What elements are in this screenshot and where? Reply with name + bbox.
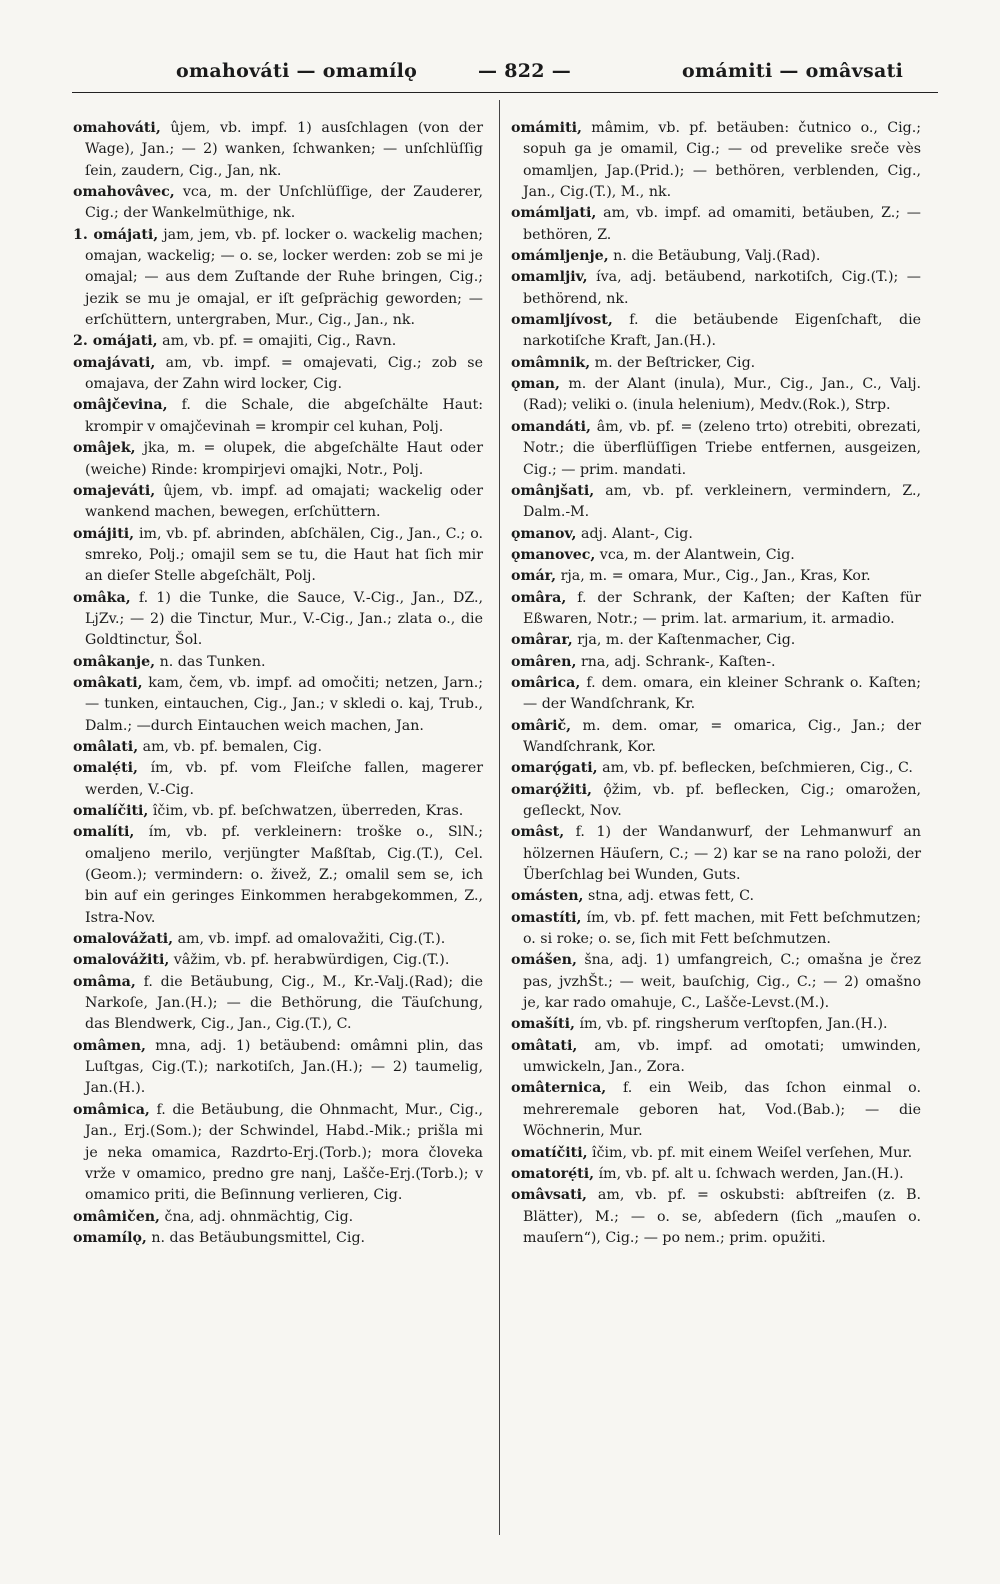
entry-headword: omâjek, — [73, 440, 136, 457]
dictionary-entry — [511, 310, 921, 353]
entry-body: rna, adj. Schrank-, Kaſten-. — [576, 653, 776, 670]
entry-headword: omâlati, — [73, 738, 139, 755]
entry-body: f. ein Weib, das ſchon einmal o. mehreremale geboren hat, Vod.(Bab.); — die Wöchnerin, Mur. — [523, 1080, 921, 1140]
dictionary-entry — [511, 716, 921, 759]
entry-body: m. der Alant (inula), Mur., Cig., Jan., C., Valj.(Rad); veliki o. (inula helenium), Medv.(Rok.), Strp. — [523, 376, 921, 414]
entry-body: ǫ̂žim, vb. pf. beflecken, Cig.; omarožen, geſleckt, Nov. — [523, 781, 921, 819]
entry-body: am, vb. impf. ad omotati; umwinden, umwickeln, Jan., Zora. — [523, 1037, 921, 1076]
header-left-range: omahováti — omamílǫ — [176, 60, 418, 82]
entry-headword: ǫmanovec, — [511, 546, 596, 563]
entry-body: im, vb. pf. abrinden, abſchälen, Cig., Jan., C.; o. smreko, Polj.; omajil sem se tu, die Haut hat ſich mir an dieſer Stelle abgeſchält, Polj. — [85, 525, 483, 585]
entry-headword: omájiti, — [73, 525, 135, 542]
entry-body: ím, vb. pf. fett machen, mit Fett beſchmutzen; o. si roke; o. se, ſich mit Fett beſchmutzen. — [523, 909, 921, 948]
dictionary-entry — [511, 588, 921, 631]
entry-headword: omamljívost, — [511, 312, 613, 329]
page-number: — 822 — — [478, 60, 571, 82]
entry-headword: omalovážiti, — [73, 952, 170, 969]
dictionary-entry — [511, 524, 921, 545]
page-header — [72, 52, 938, 93]
dictionary-entry — [511, 267, 921, 310]
entry-headword: omarǫ́gati, — [511, 760, 598, 777]
dictionary-entry — [511, 1185, 921, 1249]
dictionary-entry — [73, 737, 483, 758]
dictionary-entry — [511, 246, 921, 267]
dictionary-entry — [511, 822, 921, 886]
entry-headword: ǫmanov, — [511, 525, 577, 542]
entry-body: am, vb. pf. bemalen, Cig. — [138, 738, 323, 755]
entry-headword: omarǫ́žiti, — [511, 781, 592, 798]
entry-headword: omâmičen, — [73, 1208, 160, 1225]
entry-headword: omâra, — [511, 589, 567, 606]
entry-body: ûjem, vb. impf. ad omajati; wackelig oder wankend machen, bewegen, erſchüttern. — [85, 482, 483, 521]
entry-headword: ǫman, — [511, 376, 560, 393]
left-column — [73, 118, 483, 1249]
entry-body: jka, m. = olupek, die abgeſchälte Haut oder (weiche) Rinde: krompirjevi omajki, Notr., Polj. — [85, 440, 483, 478]
entry-headword: omásten, — [511, 888, 584, 905]
dictionary-entry — [73, 395, 483, 438]
entry-body: am, vb. impf. ad omamiti, betäuben, Z.; — bethören, Z. — [523, 205, 921, 243]
entry-headword: omâjčevina, — [73, 397, 168, 414]
entry-body: am, vb. pf. beflecken, beſchmieren, Cig., C. — [597, 760, 913, 777]
entry-headword: omár, — [511, 568, 557, 585]
dictionary-entry — [73, 673, 483, 737]
dictionary-entry — [511, 353, 921, 374]
entry-body: f. die Schale, die abgeſchälte Haut: krompir v omajčevinah = krompir cel kuhan, Polj. — [85, 397, 483, 435]
entry-headword: omalíčiti, — [73, 803, 149, 819]
entry-headword: omâkati, — [73, 674, 143, 691]
column-divider — [499, 100, 500, 1535]
entry-body: kam, čem, vb. impf. ad omočiti; netzen, Jarn.; — tunken, eintauchen, Cig., Jan.; v skledi o. kaj, Trub., Dalm.; —durch Eintauchen weich machen, Jan. — [85, 674, 483, 734]
entry-body: âm, vb. pf. = (zeleno trto) otrebiti, obrezati, Notr.; die überflüſſigen Triebe entfernen, ausgeizen, Cig.; — prim. mandati. — [523, 418, 921, 478]
entry-body: m. der Beſtricker, Cig. — [590, 354, 756, 371]
dictionary-entry — [511, 1143, 921, 1164]
dictionary-entry — [511, 1036, 921, 1079]
dictionary-entry — [73, 822, 483, 929]
entry-headword: omâternica, — [511, 1080, 607, 1097]
entry-body: šna, adj. 1) umfangreich, C.; omašna je črez pas, jvzhŠt.; — weit, bauſchig, Cig., C.; — 2) omašno je, kar rado omahuje, C., Lašče-Levst.(M.). — [523, 952, 921, 1012]
entry-headword: omamílǫ, — [73, 1229, 147, 1246]
dictionary-entry — [511, 780, 921, 823]
dictionary-entry — [511, 1164, 921, 1185]
entry-body: rja, m. = omara, Mur., Cig., Jan., Kras, Kor. — [556, 568, 871, 585]
entry-headword: omâka, — [73, 589, 131, 606]
entry-body: jam, jem, vb. pf. locker o. wackelig machen; omajan, wackelig; — o. se, locker werden: zob se mi je omajal; — aus dem Zuſtande der Ruhe bringen, Cig.; jezik se mu je omajal, er iſt geſprächig geworden; — erſchüttern, untergraben, Mur., Cig., Jan., nk. — [85, 226, 483, 329]
entry-body: stna, adj. etwas fett, C. — [583, 888, 754, 905]
dictionary-entry — [73, 481, 483, 524]
entry-headword: omámljati, — [511, 205, 597, 222]
right-column — [511, 118, 921, 1249]
entry-body: ím, vb. pf. vom Fleiſche fallen, magerer werden, V.-Cig. — [85, 760, 483, 798]
entry-body: am, vb. pf. = omajiti, Cig., Ravn. — [157, 333, 397, 350]
entry-headword: omatorẹ́ti, — [511, 1165, 595, 1182]
entry-headword: omandáti, — [511, 418, 591, 435]
entry-body: vca, m. der Alantwein, Cig. — [595, 546, 795, 563]
dictionary-entry — [73, 1228, 483, 1249]
entry-headword: omámiti, — [511, 120, 582, 136]
entry-headword: omâmica, — [73, 1101, 150, 1118]
entry-body: f. der Schrank, der Kaſten; der Kaſten für Eßwaren, Notr.; — prim. lat. armarium, it. armadio. — [523, 589, 921, 627]
dictionary-entry — [73, 182, 483, 225]
dictionary-entry — [73, 524, 483, 588]
dictionary-entry — [73, 331, 483, 352]
dictionary-entry — [73, 758, 483, 801]
entry-body: adj. Alant-, Cig. — [576, 525, 693, 542]
entry-headword: omârica, — [511, 674, 581, 691]
dictionary-entry — [511, 908, 921, 951]
entry-body: íva, adj. betäubend, narkotiſch, Cig.(T.); — bethörend, nk. — [523, 269, 921, 307]
entry-headword: omajávati, — [73, 354, 156, 371]
entry-body: ím, vb. pf. alt u. ſchwach werden, Jan.(H.). — [594, 1165, 904, 1182]
entry-body: n. die Betäubung, Valj.(Rad). — [608, 248, 821, 265]
entry-body: mâmim, vb. pf. betäuben: čutnico o., Cig.; sopuh ga je omamil, Cig.; — od prevelike sreče vès omamljen, Jap.(Prid.); — bethören, verblenden, Cig., Jan., Cig.(T.), M., nk. — [523, 120, 921, 201]
dictionary-entry — [511, 481, 921, 524]
dictionary-entry — [511, 374, 921, 417]
entry-headword: omânjšati, — [511, 482, 595, 499]
entry-body: f. 1) der Wandanwurf, der Lehmanwurf an hölzernen Häuſern, C.; — 2) kar se na rano položi, der Überſchlag bei Wunden, Guts. — [523, 824, 921, 884]
dictionary-entry — [73, 652, 483, 673]
entry-headword: omajeváti, — [73, 482, 156, 499]
dictionary-entry — [511, 1014, 921, 1035]
dictionary-entry — [73, 972, 483, 1036]
entry-body: f. die betäubende Eigenſchaft, die narkotiſche Kraft, Jan.(H.). — [523, 312, 921, 350]
entry-body: rja, m. der Kaſtenmacher, Cig. — [572, 632, 796, 649]
dictionary-entry — [73, 929, 483, 950]
entry-headword: omatíčiti, — [511, 1144, 588, 1161]
entry-headword: omamljiv, — [511, 269, 588, 286]
dictionary-entry — [73, 588, 483, 652]
entry-headword: omâvsati, — [511, 1187, 587, 1204]
entry-body: n. das Tunken. — [155, 653, 266, 670]
dictionary-entry — [511, 630, 921, 651]
entry-body: am, vb. pf. verkleinern, vermindern, Z., Dalm.-M. — [523, 482, 921, 521]
entry-headword: omâmnik, — [511, 354, 591, 371]
entry-body: ûjem, vb. impf. 1) ausſchlagen (von der Wage), Jan.; — 2) wanken, ſchwanken; — unſchlüſſig ſein, zaudern, Cig., Jan, nk. — [85, 120, 483, 179]
dictionary-entry — [73, 1100, 483, 1207]
entry-headword: omalíti, — [73, 824, 135, 841]
entry-body: am, vb. pf. = oskubsti: abſtreifen (z. B. Blätter), M.; — o. se, abſedern (ſich „mauſen o. mauſern“), Cig.; — po nem.; prim. opužiti. — [523, 1187, 921, 1246]
entry-body: am, vb. impf. = omajevati, Cig.; zob se omajava, der Zahn wird locker, Cig. — [85, 354, 483, 393]
entry-body: am, vb. impf. ad omalovažiti, Cig.(T.). — [173, 931, 446, 948]
entry-headword: omâmen, — [73, 1037, 146, 1054]
entry-body: îčim, vb. pf. mit einem Weiſel verſehen, Mur. — [587, 1144, 913, 1161]
dictionary-entry — [511, 673, 921, 716]
dictionary-entry — [73, 118, 483, 182]
entry-headword: omášen, — [511, 952, 577, 969]
dictionary-entry — [511, 652, 921, 673]
entry-headword: omâkanje, — [73, 653, 156, 670]
dictionary-entry — [73, 950, 483, 971]
entry-body: îčim, vb. pf. beſchwatzen, überreden, Kras. — [148, 803, 464, 819]
entry-headword: omalovážati, — [73, 931, 174, 948]
entry-body: n. das Betäubungsmittel, Cig. — [146, 1229, 366, 1246]
entry-headword: omâren, — [511, 653, 577, 670]
dictionary-entry — [511, 203, 921, 246]
entry-body: čna, adj. ohnmächtig, Cig. — [160, 1208, 354, 1225]
dictionary-entry — [511, 566, 921, 587]
dictionary-entry — [511, 1078, 921, 1142]
entry-headword: omâma, — [73, 973, 136, 990]
dictionary-entry — [73, 1036, 483, 1100]
dictionary-entry — [511, 118, 921, 203]
entry-headword: omahovâvec, — [73, 184, 175, 201]
entry-headword: omârar, — [511, 632, 573, 649]
entry-headword: omastíti, — [511, 909, 582, 926]
entry-body: f. 1) die Tunke, die Sauce, V.-Cig., Jan., DZ., LjZv.; — 2) die Tinctur, Mur., V.-Cig., Jan.; zlata o., die Goldtinctur, Šol. — [85, 589, 483, 649]
entry-headword: omalẹ́ti, — [73, 760, 138, 777]
entry-headword: 1. omájati, — [73, 226, 159, 243]
entry-body: m. dem. omar, = omarica, Cig., Jan.; der Wandſchrank, Kor. — [523, 717, 921, 755]
dictionary-entry — [511, 950, 921, 1014]
dictionary-entry — [511, 417, 921, 481]
dictionary-entry — [73, 225, 483, 332]
entry-headword: omâtati, — [511, 1037, 578, 1054]
dictionary-entry — [73, 353, 483, 396]
dictionary-entry — [511, 545, 921, 566]
dictionary-entry — [73, 438, 483, 481]
dictionary-entry — [511, 886, 921, 907]
entry-body: ím, vb. pf. verkleinern: troške o., SlN.; omaljeno merilo, verjüngter Maßſtab, Cig.(T.), Cel.(Geom.); vermindern: o. živež, Z.; omalil sem se, ich bin auf ein geringes Einkommen herabgekommen, Z., Istra-Nov. — [85, 824, 483, 926]
entry-headword: omámljenje, — [511, 248, 609, 265]
dictionary-entry — [511, 758, 921, 779]
entry-body: f. die Betäubung, die Ohnmacht, Mur., Cig., Jan., Erj.(Som.); der Schwindel, Habd.-Mik.; prišla mi je neka omamica, Razdrto-Erj.(Torb.); mora človeka vrže v omamico, predno gre nanj, Lašče-Erj.(Torb.); v omamico priti, die Beſinnung verlieren, Cig. — [85, 1101, 483, 1204]
entry-body: f. die Betäubung, Cig., M., Kr.-Valj.(Rad); die Narkoſe, Jan.(H.); — die Bethörung, die Täuſchung, das Blendwerk, Cig., Jan., Cig.(T.), C. — [85, 973, 483, 1033]
entry-body: vca, m. der Unſchlüſſige, der Zauderer, Cig.; der Wankelmüthige, nk. — [85, 184, 483, 222]
entry-headword: omâst, — [511, 824, 565, 841]
header-right-range: omámiti — omâvsati — [682, 60, 904, 82]
entry-headword: omârič, — [511, 717, 572, 734]
entry-body: f. dem. omara, ein kleiner Schrank o. Kaſten; — der Wandſchrank, Kr. — [523, 674, 921, 713]
dictionary-entry — [73, 801, 483, 822]
dictionary-entry — [73, 1207, 483, 1228]
entry-headword: omahováti, — [73, 120, 161, 136]
entry-body: mna, adj. 1) betäubend: omâmni plin, das Luſtgas, Cig.(T.); narkotiſch, Jan.(H.); — 2) taumelig, Jan.(H.). — [85, 1037, 483, 1097]
entry-headword: omašíti, — [511, 1016, 575, 1033]
entry-body: vâžim, vb. pf. herabwürdigen, Cig.(T.). — [169, 952, 450, 969]
entry-headword: 2. omájati, — [73, 333, 158, 350]
entry-body: ím, vb. pf. ringsherum verſtopfen, Jan.(H.). — [574, 1016, 888, 1033]
